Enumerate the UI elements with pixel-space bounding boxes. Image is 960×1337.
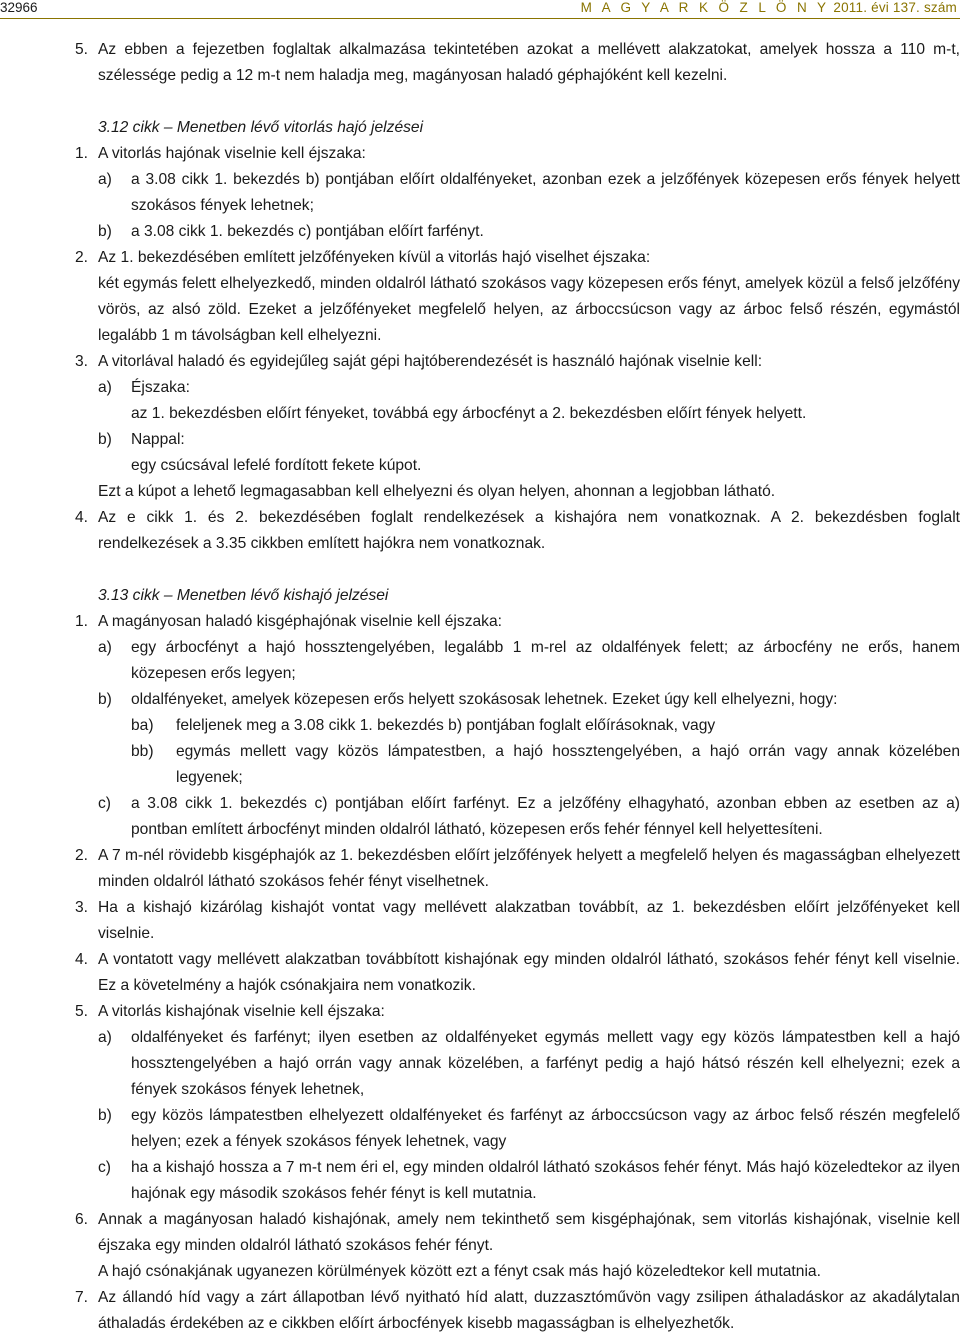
s312-p1 (0, 141, 960, 167)
paragraph-number: 4. (75, 951, 89, 968)
paragraph-number: 1. (75, 613, 89, 630)
item-heading: Éjszaka: (131, 379, 190, 396)
item-text: oldalfényeket és farfényt; ilyen esetben az oldalfényeket egymás mellett vagy egy közös lámpatestben kell a hajó hossztengelyében a hajó orrán vagy annak közelében, a farfényt pedig a hajó hátsó részén kell elhelyezni; ezek a fények szokásos fények lehetnek, (131, 1029, 960, 1098)
s312-p3-a-text: az 1. bekezdésben előírt fényeket, továbbá egy árbocfényt a 2. bekezdésben előírt fények helyett. (131, 405, 807, 422)
paragraph-text: Az e cikk 1. és 2. bekezdésében foglalt rendelkezések a kishajóra nem vonatkoznak. A 2. bekezdésben foglalt rendelkezések a 3.35 cikkben említett hajókra nem vonatkoznak. (98, 509, 960, 552)
spacer (0, 89, 960, 115)
item-label: b) (98, 691, 112, 708)
item-label: a) (98, 1029, 112, 1046)
item-text: egy árbocfényt a hajó hossztengelyében, legalább 1 m-rel az oldalfények felett; az árbocfény ne erős, hanem közepesen erős legyen; (131, 639, 960, 682)
subitem-label: bb) (131, 743, 154, 760)
item-text: a 3.08 cikk 1. bekezdés c) pontjában előírt farfényt. (131, 223, 484, 240)
s313-p1-c (0, 791, 960, 843)
page-header (0, 0, 960, 20)
item-text: a 3.08 cikk 1. bekezdés c) pontjában előírt farfényt. Ez a jelzőfény elhagyható, azonban ebben az esetben az a) pontban említett árbocfényt minden oldalról látható, közepesen erős fehér fénnyel kell helyettesíteni. (131, 795, 960, 838)
issue-label: 2011. évi 137. szám (833, 0, 957, 15)
journal-name: M A G Y A R K Ö Z L Ö N Y (580, 0, 830, 15)
header-rule (0, 18, 960, 19)
s312-p3-a (0, 375, 960, 401)
subitem-text: egymás mellett vagy közös lámpatestben, a hajó hossztengelyében, a hajó orrán vagy annak közelében legyenek; (176, 743, 960, 786)
s313-p5-c (0, 1155, 960, 1207)
page-number: 32966 (0, 0, 38, 15)
s313-p1-b (0, 687, 960, 713)
item-label: c) (98, 1159, 111, 1176)
item-label: b) (98, 1107, 112, 1124)
paragraph-text: Az 1. bekezdésében említett jelzőfényeken kívül a vitorlás hajó viselhet éjszaka: (98, 249, 651, 266)
paragraph-number: 1. (75, 145, 89, 162)
s313-p5-a (0, 1025, 960, 1103)
paragraph-number: 7. (75, 1289, 89, 1306)
s313-p5 (0, 999, 960, 1025)
s312-p2 (0, 245, 960, 271)
paragraph-number: 2. (75, 249, 89, 266)
s312-p2-continuation: két egymás felett elhelyezkedő, minden oldalról látható szokásos vagy közepesen erős fényt, amelyek közül a felső jelzőfény vörös, az alsó zöld. Ezeket a jelzőfényeket megfelelő helyen, az árboccsúcson vagy az árboc felső részén, egymástól legalább 1 m távolságban kell elhelyezni. (98, 275, 960, 344)
s312-p1-b (0, 219, 960, 245)
item-label: a) (98, 379, 112, 396)
item-text: egy közös lámpatestben elhelyezett oldalfényeket és farfényt az árboccsúcson vagy az árboc felső részén megfelelő helyen; ezek a fények szokásos fények lehetnek, vagy (131, 1107, 960, 1150)
s313-p6 (0, 1207, 960, 1259)
subitem-label: ba) (131, 717, 154, 734)
item-label: a) (98, 171, 112, 188)
paragraph-text: Ha a kishajó kizárólag kishajót vontat vagy mellévett alakzatban továbbít, az 1. bekezdésben előírt jelzőfényeket kell viselnie. (98, 899, 960, 942)
s313-p2 (0, 843, 960, 895)
item-heading: Nappal: (131, 431, 185, 448)
s312-p3-b-text: egy csúcsával lefelé fordított fekete kúpot. (131, 457, 422, 474)
spacer (0, 557, 960, 583)
s313-p1-bb (0, 739, 960, 791)
paragraph-text: Az állandó híd vagy a zárt állapotban lévő nyitható híd alatt, duzzasztóművön vagy zsilipen áthaladáskor az akadálytalan áthaladás érdekében az e cikkben előírt árbocfények kisebb magasságban is elhelyezhetők. (98, 1289, 960, 1332)
paragraph-text: Az ebben a fejezetben foglaltak alkalmazása tekintetében azokat a mellévett alakzatokat, amelyek hossza a 110 m-t, szélessége pedig a 12 m-t nem haladja meg, magányosan haladó géphajóként kell kezelni. (98, 41, 960, 84)
paragraph-text: A 7 m-nél rövidebb kisgéphajók az 1. bekezdésben előírt jelzőfények helyett a megfelelő helyen és magasságban elhelyezett minden oldalról látható szokásos fehér fényt viselhetnek. (98, 847, 960, 890)
paragraph-text: A magányosan haladó kisgéphajónak viselnie kell éjszaka: (98, 613, 502, 630)
section-title-3-13: 3.13 cikk – Menetben lévő kishajó jelzései (98, 587, 389, 604)
paragraph-text: A vontatott vagy mellévett alakzatban továbbított kishajónak egy minden oldalról látható, szokásos fehér fényt kell viselnie. Ez a követelmény a hajók csónakjaira nem vonatkozik. (98, 951, 960, 994)
s312-p4 (0, 505, 960, 557)
paragraph-number: 4. (75, 509, 89, 526)
intro-paragraph (0, 37, 960, 89)
paragraph-number: 2. (75, 847, 89, 864)
item-text: oldalfényeket, amelyek közepesen erős helyett szokásosak lehetnek. Ezeket úgy kell elhelyezni, hogy: (131, 691, 838, 708)
document-body (0, 37, 960, 1337)
s312-p3-b (0, 427, 960, 453)
s313-p1-ba (0, 713, 960, 739)
paragraph-text: A vitorlával haladó és egyidejűleg saját gépi hajtóberendezését is használó hajónak viselnie kell: (98, 353, 763, 370)
s312-p3-tail: Ezt a kúpot a lehető legmagasabban kell elhelyezni és olyan helyen, ahonnan a legjobban látható. (98, 483, 776, 500)
paragraph-number: 5. (75, 1003, 89, 1020)
item-label: b) (98, 223, 112, 240)
paragraph-number: 5. (75, 41, 89, 58)
item-label: b) (98, 431, 112, 448)
journal-info (581, 0, 957, 16)
paragraph-number: 6. (75, 1211, 89, 1228)
paragraph-text: Annak a magányosan haladó kishajónak, amely nem tekinthető sem kisgéphajónak, sem vitorlás kishajónak, viselnie kell éjszaka egy minden oldalról látható szokásos fehér fényt. (98, 1211, 960, 1254)
s312-p3 (0, 349, 960, 375)
subitem-text: feleljenek meg a 3.08 cikk 1. bekezdés b) pontjában foglalt előírásoknak, vagy (176, 717, 716, 734)
item-label: c) (98, 795, 111, 812)
paragraph-number: 3. (75, 353, 89, 370)
s313-p5-b (0, 1103, 960, 1155)
s313-p1 (0, 609, 960, 635)
s312-p1-a (0, 167, 960, 219)
paragraph-text: A vitorlás kishajónak viselnie kell éjszaka: (98, 1003, 385, 1020)
paragraph-text: A vitorlás hajónak viselnie kell éjszaka: (98, 145, 366, 162)
item-text: a 3.08 cikk 1. bekezdés b) pontjában előírt oldalfényeket, azonban ezek a jelzőfények közepesen erős fények helyett szokásos fények lehetnek; (131, 171, 960, 214)
item-text: ha a kishajó hossza a 7 m-t nem éri el, egy minden oldalról látható szokásos fehér fényt. Más hajó közeledtekor az ilyen hajónak egy második szokásos fehér fényt is kell mutatnia. (131, 1159, 960, 1202)
section-title-3-12: 3.12 cikk – Menetben lévő vitorlás hajó jelzései (98, 119, 424, 136)
s313-p3 (0, 895, 960, 947)
s313-p7 (0, 1285, 960, 1337)
s313-p1-a (0, 635, 960, 687)
item-label: a) (98, 639, 112, 656)
s313-p4 (0, 947, 960, 999)
s313-p6-tail: A hajó csónakjának ugyanezen körülmények között ezt a fényt csak más hajó közeledtekor kell mutatnia. (98, 1263, 821, 1280)
paragraph-number: 3. (75, 899, 89, 916)
